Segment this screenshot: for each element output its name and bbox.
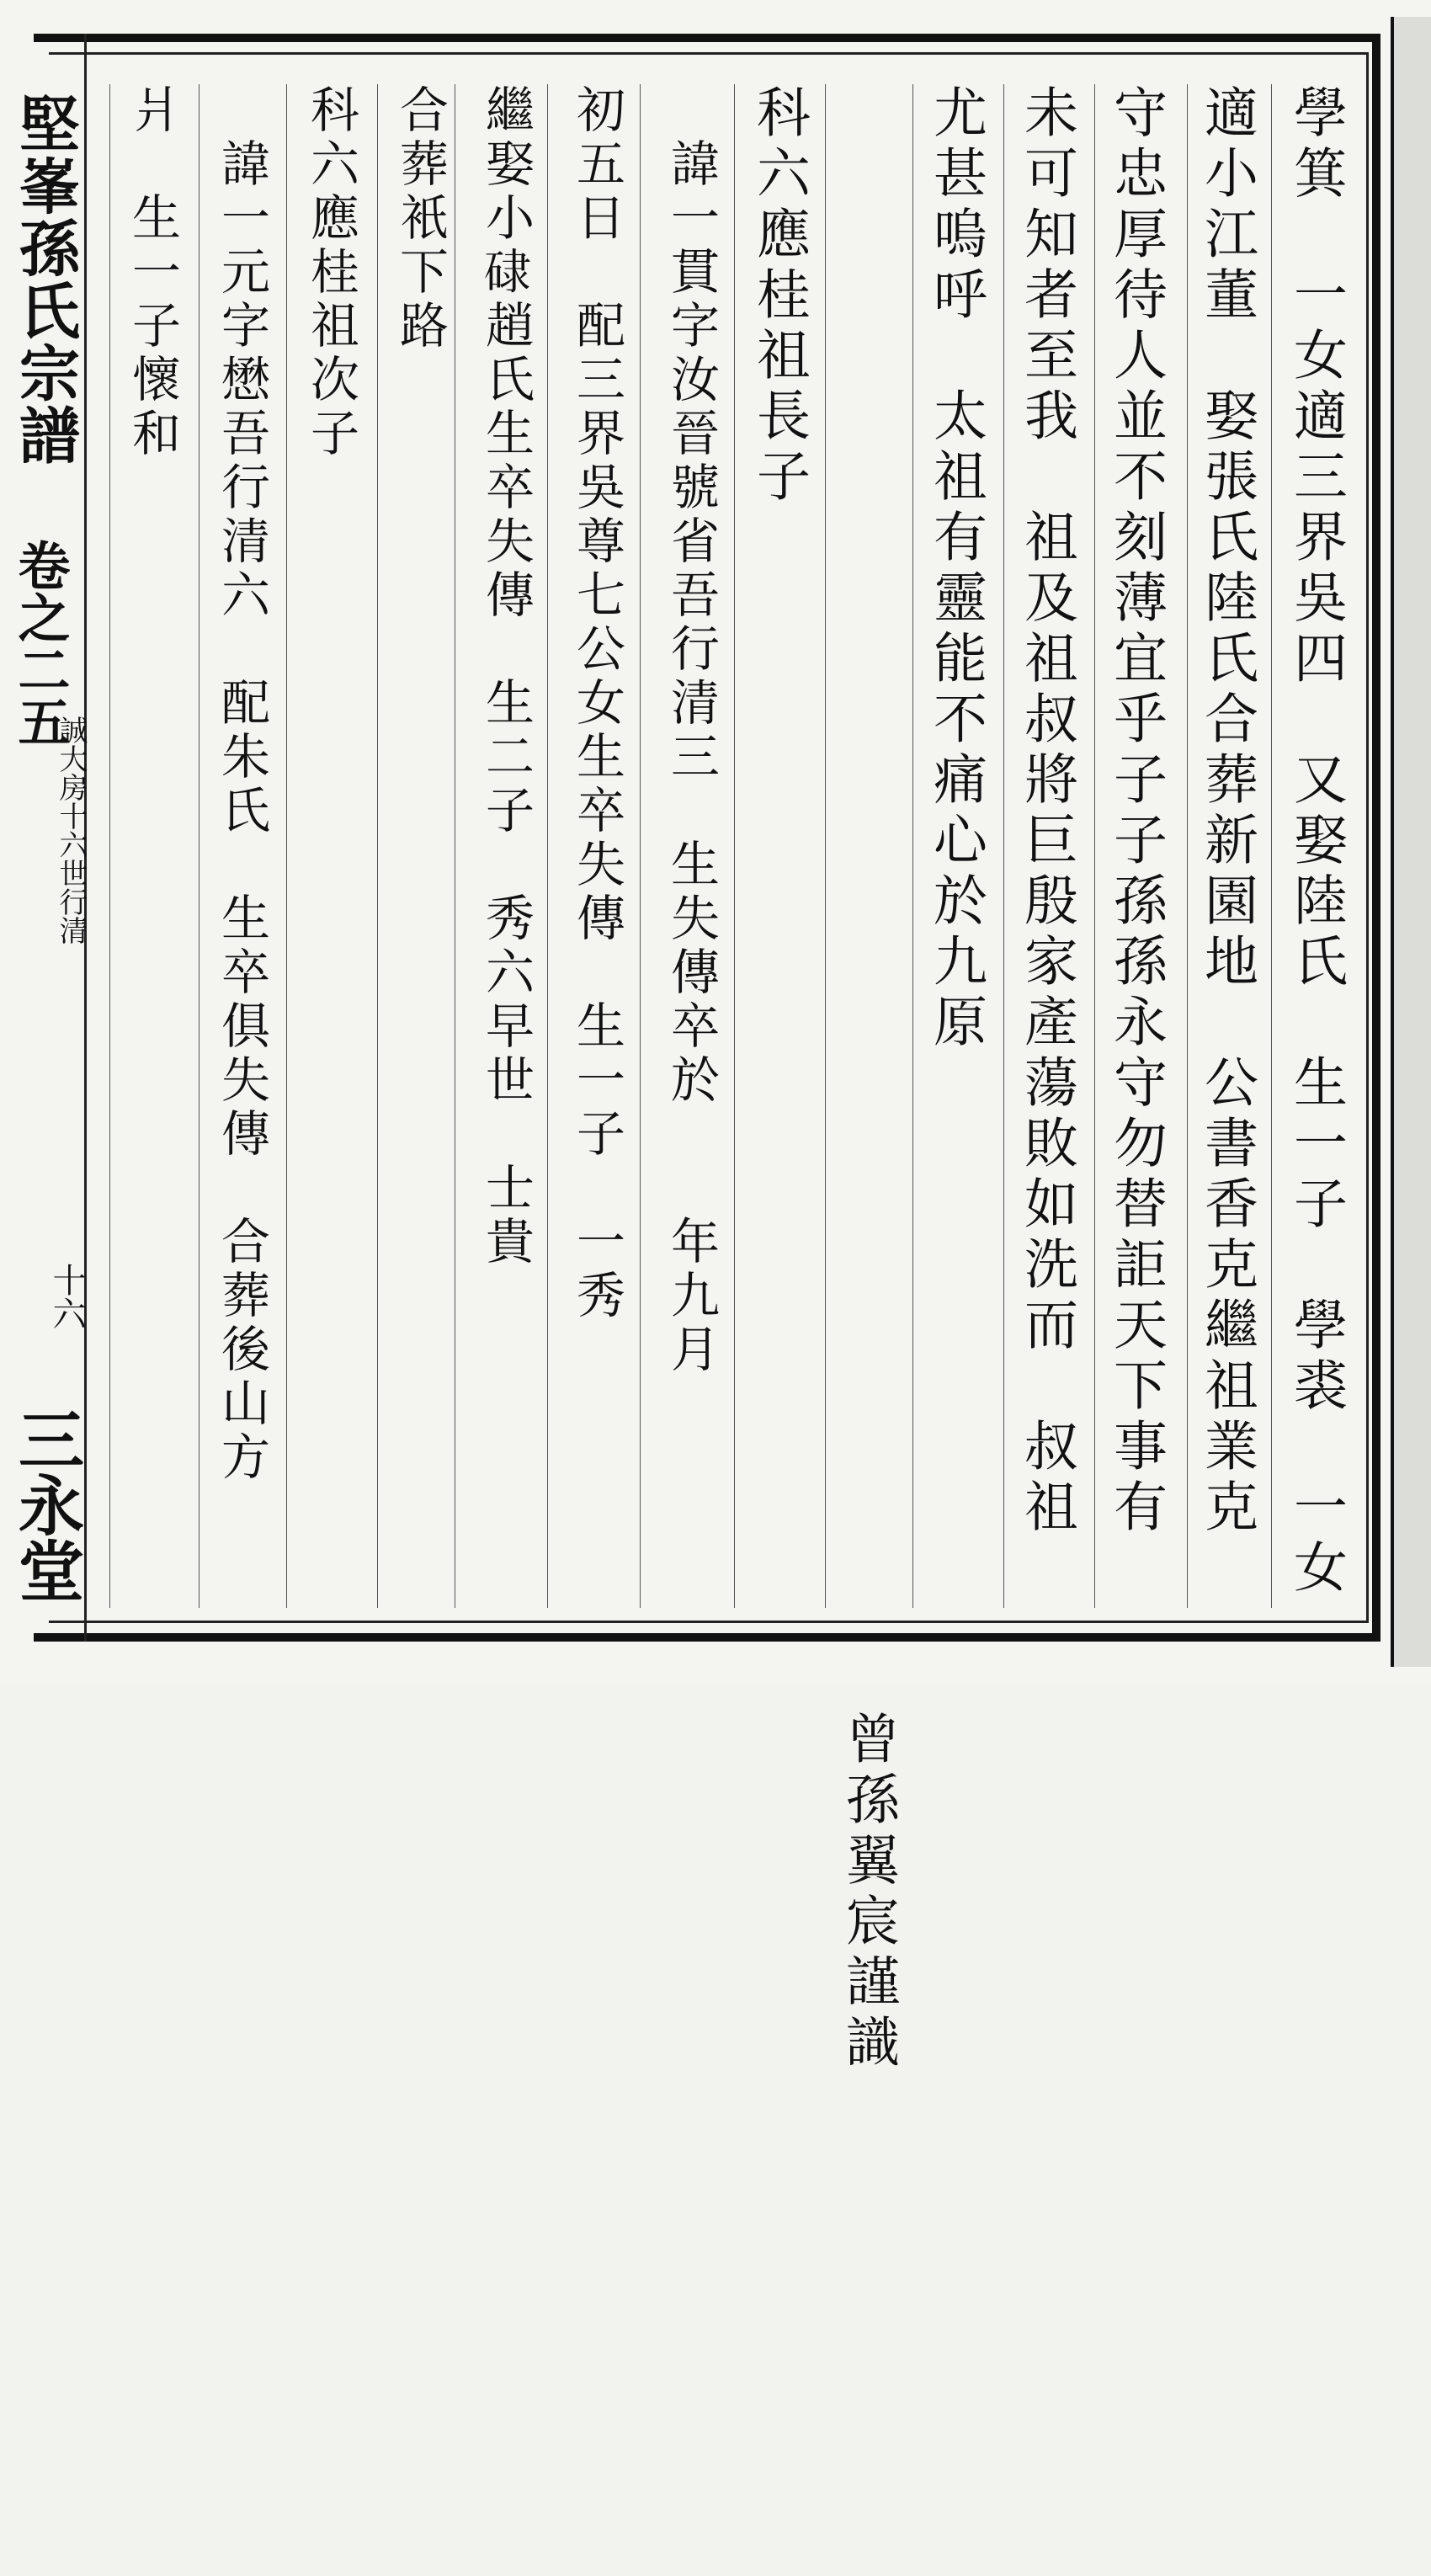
text-column-8: 諱一貫字汝晉號省吾行清三 生失傳卒於 年九月	[662, 84, 720, 1377]
text-column-9: 初五日 配三界吳尊七公女生卒失傳 生一子 一秀	[568, 84, 625, 1323]
text-column-2: 適小江董 娶張氏陸氏合葬新園地 公書香克繼祖業克	[1195, 84, 1258, 1539]
column-rule	[1003, 84, 1004, 1608]
column-rule	[640, 84, 641, 1608]
column-rule	[825, 84, 826, 1608]
column-rule	[734, 84, 735, 1608]
text-column-1: 學箕 一女適三界吳四 又娶陸氏 生一子 學裘 一女	[1285, 84, 1347, 1599]
text-column-10: 繼娶小𥓏趙氏生卒失傳 生二子 秀六早世 士貴	[477, 84, 535, 1269]
spine-subtitle: 誠大房十六世行清	[54, 716, 88, 945]
spine-page-number: 十六	[47, 1263, 86, 1330]
text-column-11: 合葬衹下路	[391, 84, 449, 354]
text-column-4: 未可知者至我 祖及祖叔將巨殷家產蕩敗如洗而 叔祖	[1015, 84, 1077, 1539]
text-column-3: 守忠厚待人並不刻薄宜乎子子孫孫永守勿替詎天下事有	[1104, 84, 1167, 1539]
column-rule	[1271, 84, 1272, 1608]
column-rule	[109, 84, 110, 1608]
text-column-13: 諱一元字懋吾行清六 配朱氏 生卒俱失傳 合葬後山方	[213, 84, 270, 1485]
text-column-14: 爿 生一子懷和	[124, 84, 181, 461]
column-rule	[547, 84, 548, 1608]
column-rule	[912, 84, 913, 1608]
column-rule	[377, 84, 378, 1608]
column-rule	[286, 84, 287, 1608]
spine-volume: 卷之二五	[10, 539, 77, 748]
spine-margin	[0, 34, 87, 1642]
adjacent-page-edge	[1391, 17, 1431, 1667]
column-rule	[1094, 84, 1095, 1608]
text-column-5: 尤甚嗚呼 太祖有靈能不痛心於九原	[924, 84, 987, 1054]
spine-hall-name: 三永堂	[8, 1406, 84, 1603]
entry-heading-2: 科六應桂祖次子	[302, 84, 359, 461]
column-rule	[1187, 84, 1188, 1608]
signature-column: 曾孫翼宸謹識	[837, 1044, 899, 2074]
entry-heading-1: 科六應桂祖長子	[747, 84, 810, 508]
spine-title: 堅峯孫氏宗譜	[9, 93, 81, 466]
